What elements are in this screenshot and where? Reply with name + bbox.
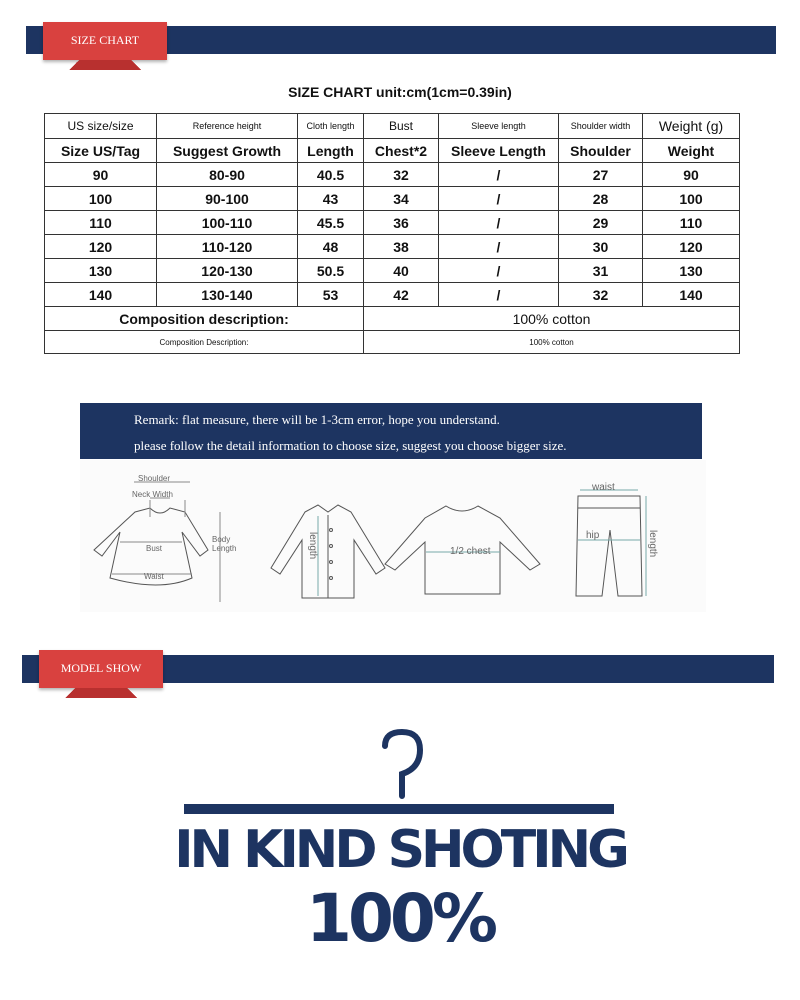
table-cell: 50.5 — [298, 259, 364, 283]
composition-row — [45, 307, 740, 331]
remark-line-2: please follow the detail information to choose size, suggest you choose bigger size. — [134, 438, 567, 453]
table-cell: 32 — [559, 283, 643, 307]
table-row — [45, 259, 740, 283]
table-cell: / — [439, 259, 559, 283]
table-row — [45, 187, 740, 211]
table-cell: 30 — [559, 235, 643, 259]
measurement-diagrams — [80, 460, 706, 612]
header-cell: Sleeve Length — [439, 139, 559, 163]
header-cell: Length — [298, 139, 364, 163]
table-cell: 130 — [45, 259, 157, 283]
table-cell: 90-100 — [157, 187, 298, 211]
table-cell: 43 — [298, 187, 364, 211]
table-cell: / — [439, 163, 559, 187]
header-cell: Weight — [643, 139, 740, 163]
table-cell: 120 — [643, 235, 740, 259]
label-waist-pants: waist — [592, 482, 615, 493]
table-cell: 40 — [364, 259, 439, 283]
table-cell: 29 — [559, 211, 643, 235]
table-cell: 34 — [364, 187, 439, 211]
table-cell: 45.5 — [298, 211, 364, 235]
table-row — [45, 163, 740, 187]
table-cell: 100 — [45, 187, 157, 211]
diagram-svg — [80, 460, 706, 612]
table-cell: 53 — [298, 283, 364, 307]
table-cell: 110-120 — [157, 235, 298, 259]
model-show-ribbon — [39, 650, 163, 688]
table-cell: 27 — [559, 163, 643, 187]
table-cell: 110 — [643, 211, 740, 235]
composition-label: Composition description: — [45, 307, 364, 331]
hanger-icon — [180, 724, 620, 820]
table-cell: 130-140 — [157, 283, 298, 307]
label-shirt-length: length — [307, 532, 318, 560]
label-length: Length — [212, 544, 237, 553]
table-cell: 100-110 — [157, 211, 298, 235]
label-waist: Waist — [144, 572, 164, 581]
table-cell: / — [439, 283, 559, 307]
label-bust: Bust — [146, 544, 163, 553]
table-row — [45, 211, 740, 235]
composition-value-small: 100% cotton — [364, 331, 740, 354]
label-neck-width: Neck Width — [132, 490, 173, 499]
size-table — [44, 113, 740, 354]
table-cell: 130 — [643, 259, 740, 283]
table-cell: / — [439, 235, 559, 259]
table-cell: 90 — [643, 163, 740, 187]
table-cell: 40.5 — [298, 163, 364, 187]
table-cell: 80-90 — [157, 163, 298, 187]
hero-line-1: IN KIND SHOTING — [174, 820, 626, 880]
ref-cell: Reference height — [157, 114, 298, 139]
ref-cell: Weight (g) — [643, 114, 740, 139]
table-row — [45, 235, 740, 259]
table-cell: 140 — [45, 283, 157, 307]
pants-diagram — [576, 490, 646, 596]
label-body: Body — [212, 535, 231, 544]
table-cell: 90 — [45, 163, 157, 187]
table-cell: 32 — [364, 163, 439, 187]
label-half-chest: 1/2 chest — [450, 546, 491, 557]
composition-row-small — [45, 331, 740, 354]
dress-diagram — [94, 482, 220, 602]
header-cell: Size US/Tag — [45, 139, 157, 163]
composition-label-small: Composition Description: — [45, 331, 364, 354]
table-cell: 120-130 — [157, 259, 298, 283]
size-chart-ribbon — [43, 22, 167, 60]
label-hip: hip — [586, 530, 600, 541]
header-cell: Chest*2 — [364, 139, 439, 163]
table-cell: 42 — [364, 283, 439, 307]
table-cell: 48 — [298, 235, 364, 259]
table-cell: 110 — [45, 211, 157, 235]
label-pants-length: length — [647, 530, 658, 558]
header-cell: Shoulder — [559, 139, 643, 163]
table-row — [45, 283, 740, 307]
table-cell: 31 — [559, 259, 643, 283]
remark-box — [80, 403, 702, 459]
reference-row — [45, 114, 740, 139]
ref-cell: Bust — [364, 114, 439, 139]
table-cell: 140 — [643, 283, 740, 307]
model-show-label: MODEL SHOW — [60, 661, 142, 675]
table-cell: 36 — [364, 211, 439, 235]
table-cell: / — [439, 187, 559, 211]
ref-cell: Shoulder width — [559, 114, 643, 139]
ref-cell: US size/size — [45, 114, 157, 139]
hero-line-2: 100% — [306, 880, 494, 957]
chart-title: SIZE CHART unit:cm(1cm=0.39in) — [288, 84, 512, 100]
table-cell: 28 — [559, 187, 643, 211]
header-cell: Suggest Growth — [157, 139, 298, 163]
composition-value: 100% cotton — [364, 307, 740, 331]
ref-cell: Cloth length — [298, 114, 364, 139]
shirt-diagram — [271, 505, 385, 598]
table-cell: 100 — [643, 187, 740, 211]
table-cell: 120 — [45, 235, 157, 259]
remark-line-1: Remark: flat measure, there will be 1-3cm error, hope you understand. — [134, 412, 500, 427]
label-shoulder: Shoulder — [138, 474, 171, 483]
header-row — [45, 139, 740, 163]
size-chart-label: SIZE CHART — [70, 33, 140, 47]
ref-cell: Sleeve length — [439, 114, 559, 139]
table-cell: 38 — [364, 235, 439, 259]
table-cell: / — [439, 211, 559, 235]
